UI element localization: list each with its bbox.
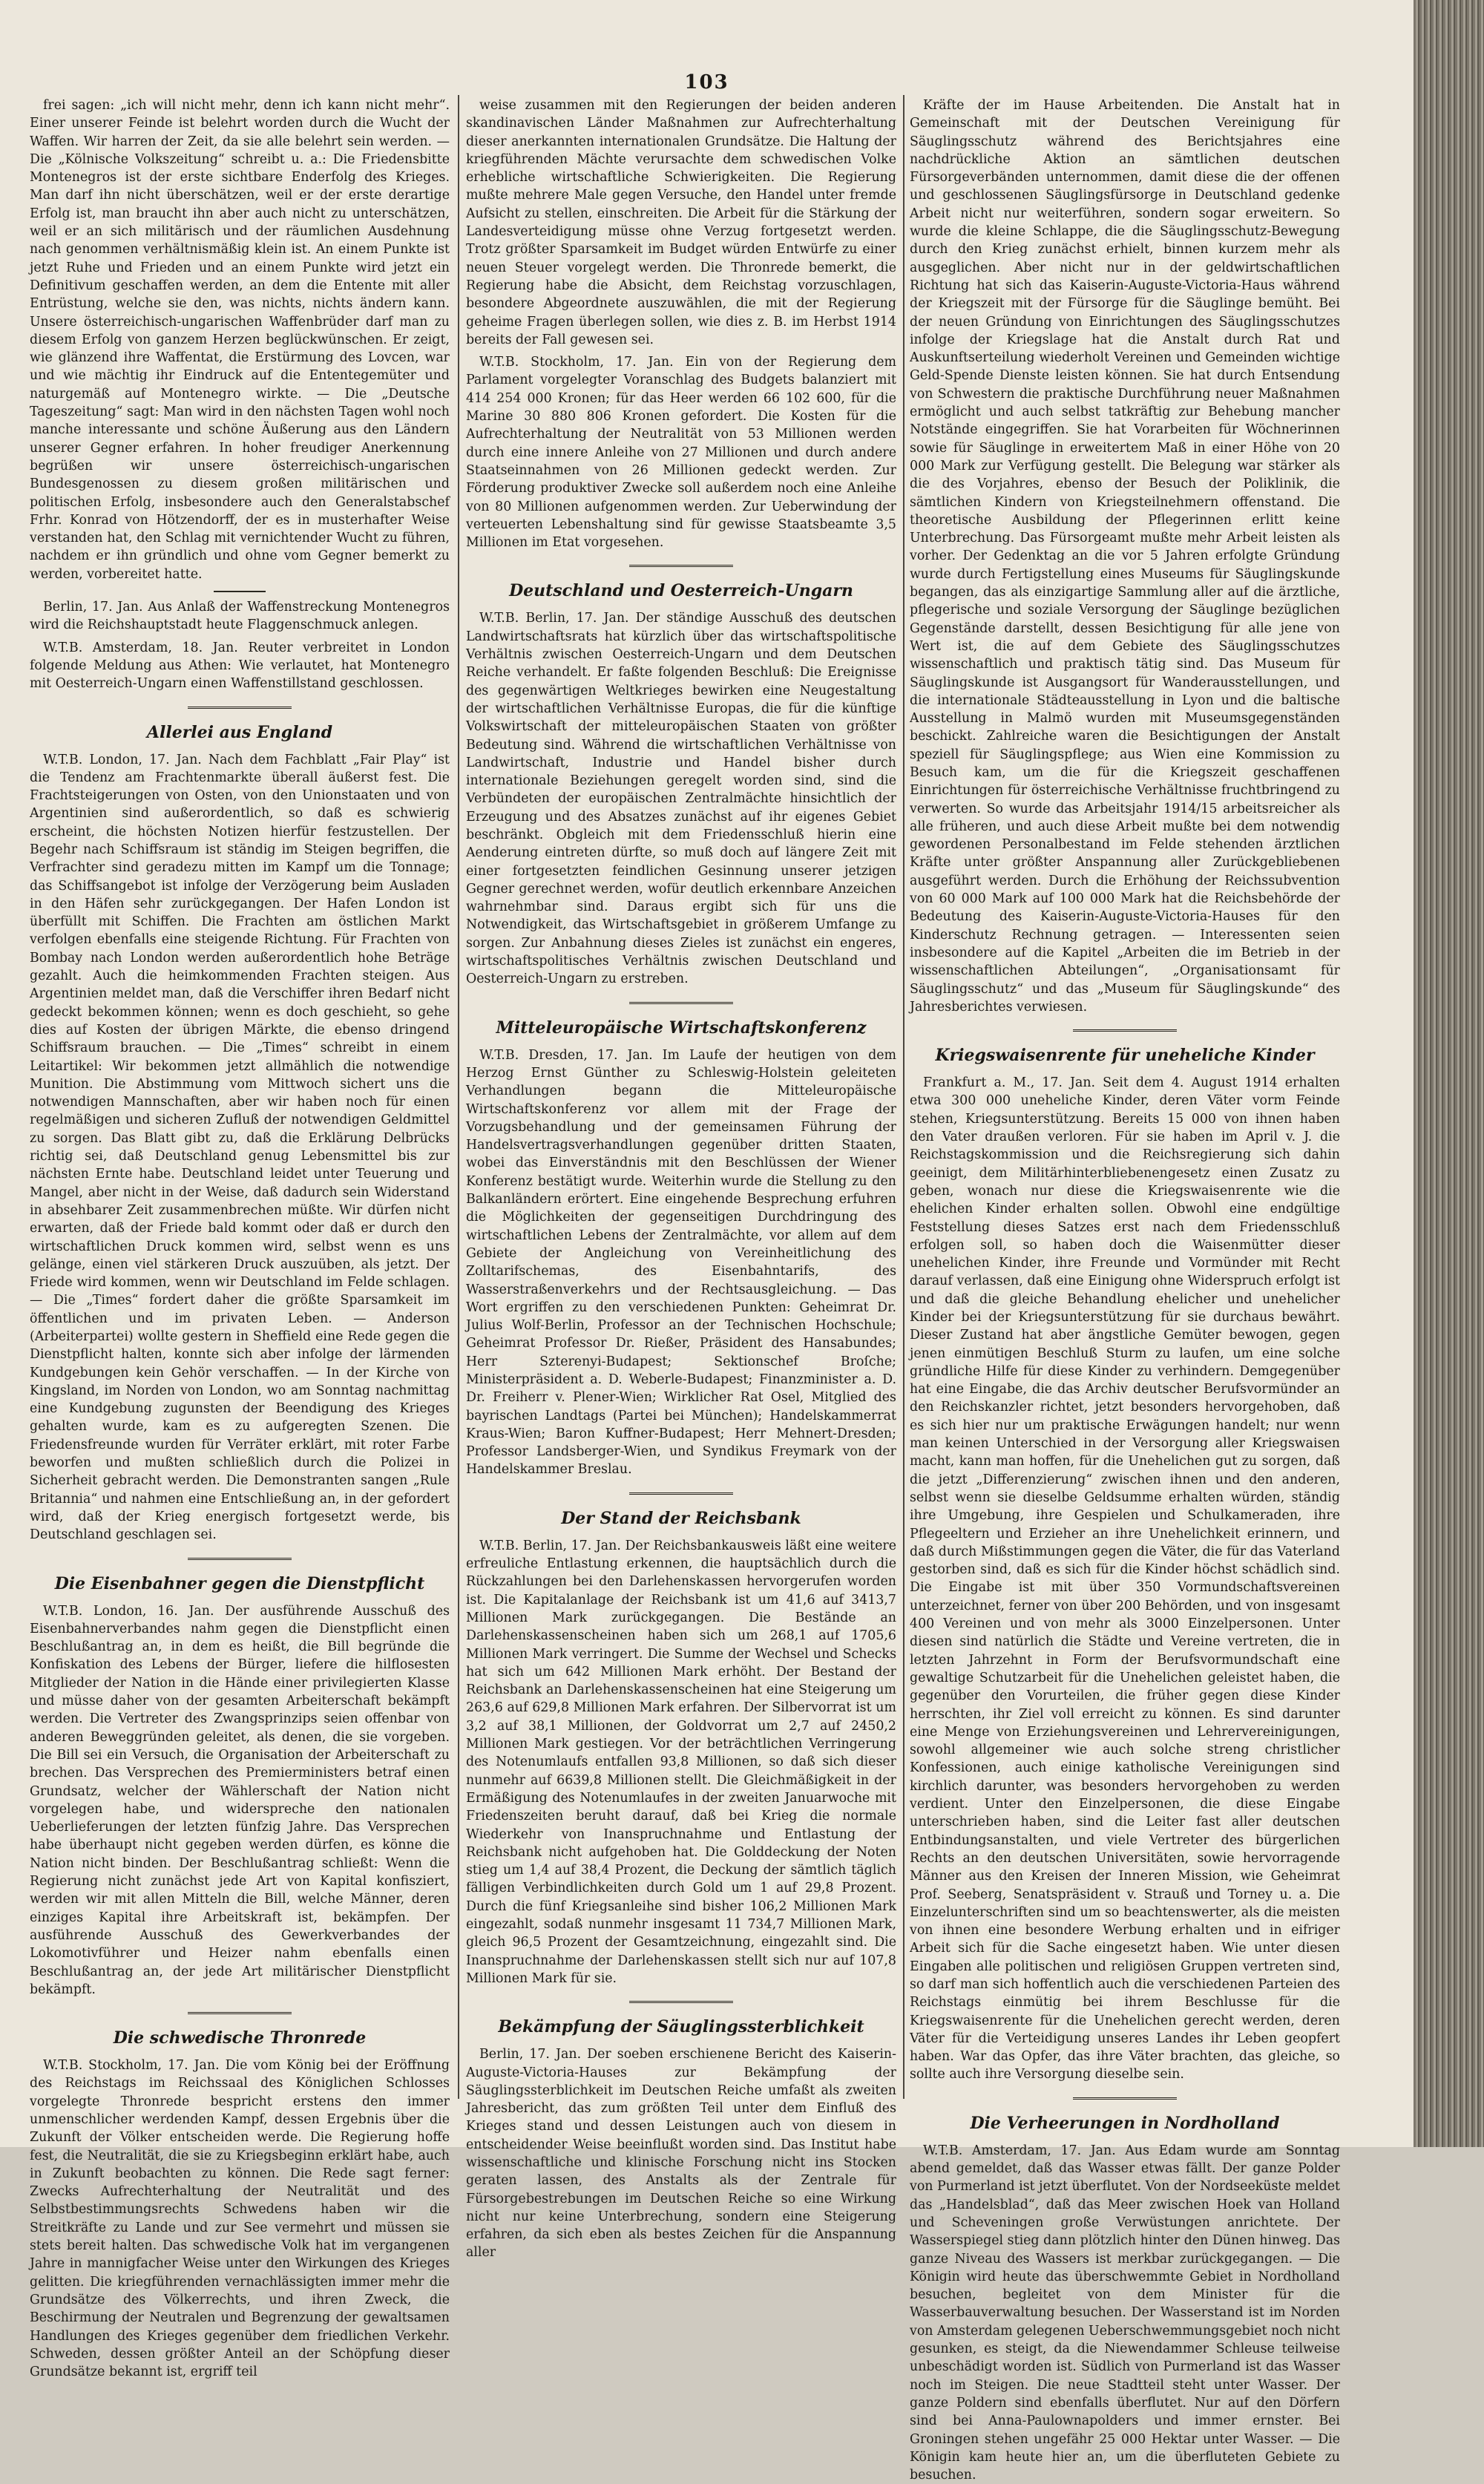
article-paragraph: W.T.B. Stockholm, 17. Jan. Die vom König bei der Eröffnung des Reichstags im Reichssaal des Königlichen Schlosses vorgelegte Thronrede bespricht erstens den immer unmenschlicher werdenden Kampf, dessen Ergebnis über die Zukunft der Völker entscheiden werde. Die Regierung hoffe fest, die Neutralität, die sie zu Kriegsbeginn erklärt habe, auch in Zukunft beobachten zu können. Die Rede sagt ferner: Zwecks Aufrechterhaltung der Neutralität und des Selbstbestimmungsrechts Schwedens haben wir die Streitkräfte zu Lande und zur See vermehrt und müssen sie stets bereit halten. Das schwedische Volk hat im vergangenen Jahre in mannigfacher Weise unter den Wirkungen des Krieges gelitten. Die kriegführenden vernachlässigten immer mehr die Grundsätze des Völkerrechts, und ihren Zweck, die Beschirmung der Neutralen und Begrenzung der gewaltsamen Handlungen des Krieges gegenüber dem friedlichen Verkehr. Schweden, dessen größter Anteil an der Schöpfung dieser Grundsätze bekannt ist, ergriff teil [30,2058,450,2380]
article-paragraph: W.T.B. Berlin, 17. Jan. Der ständige Ausschuß des deutschen Landwirtschaftsrats hat kürzlich über das wirtschaftspolitische Verhältnis zwischen Oesterreich-Ungarn und dem Deutschen Reiche verhandelt. Er faßte folgenden Beschluß: Die Ereignisse des gegenwärtigen Weltkrieges bewirken eine Neugestaltung der wirtschaftlichen Verhältnisse Europas, die für die künftige Volkswirtschaft der mitteleuropäischen Staaten von größter Bedeutung sind. Während die wirtschaftlichen Verhältnisse von Landwirtschaft, Industrie und Handel bisher durch internationale Beziehungen geregelt worden sind, sind die Verbündeten der europäischen Zentralmächte hinsichtlich der Erzeugung und des Absatzes zunächst auf ihr eigenes Gebiet beschränkt. Obgleich mit dem Friedensschluß hierin eine Aenderung eintreten dürfte, so muß doch auf längere Zeit mit einer fortgesetzten feindlichen Gesinnung unserer jetzigen Gegner gerechnet werden, wofür deutlich erkennbare Anzeichen wahrnehmbar sind. Daraus ergibt sich für uns die Notwendigkeit, das Wirtschaftsgebiet in größerem Umfange zu sorgen. Zur Anbahnung dieses Zieles ist zunächst ein engeres, wirtschaftspolitisches Verhältnis zwischen Deutschland und Oesterreich-Ungarn zu erstreben. [466,611,896,987]
article-paragraph: W.T.B. Stockholm, 17. Jan. Ein von der Regierung dem Parlament vorgelegter Voranschlag des Budgets balanziert mit 414 254 000 Kronen; für das Heer werden 66 102 600, für die Marine 30 880 806 Kronen gefordert. Die Kosten für die Aufrechterhaltung der Neutralität von 53 Millionen werden durch eine innere Anleihe von 27 Millionen und durch andere Staatseinnahmen von 26 Millionen gedeckt werden. Zur Förderung produktiver Zwecke soll außerdem noch eine Anleihe von 80 Millionen aufgenommen werden. Zur Ueberwindung der verteuerten Lebenshaltung sind für gewisse Staatsbeamte 3,5 Millionen im Etat vorgesehen. [466,355,896,551]
headline: Bekämpfung der Säuglingssterblichkeit [498,2017,864,2037]
column-rule-2 [903,95,904,2099]
separator [629,1492,733,1497]
column-3 [910,96,1340,2483]
separator [188,2012,292,2016]
headline: Die Verheerungen in Nordholland [970,2113,1280,2133]
separator [1073,2097,1177,2102]
headline: Mitteleuropäische Wirtschaftskonferenz [496,1017,867,1038]
headline: Deutschland und Oesterreich-Ungarn [509,581,853,601]
headline: Die schwedische Thronrede [113,2028,367,2048]
article-paragraph: Berlin, 17. Jan. Der soeben erschienene Bericht des Kaiserin-Auguste-Victoria-Hauses zur Bekämpfung der Säuglingssterblichkeit im Deutschen Reiche umfaßt als zweiten Jahresbericht, das zum größten Teil unter dem Einfluß des Krieges stand und dessen Leistungen auch von diesem in entscheidender Weise beeinflußt worden sind. Das Institut habe wissenschaftliche und klinische Forschung nicht ins Stocken geraten lassen, des Anstalts als der Zentrale für Fürsorgebestrebungen im Deutschen Reiche so eine Wirkung nicht nur keine Unterbrechung, sondern eine Steigerung erfahren, da sich eben als bestes Zeichen für die Anspannung aller [466,2047,896,2261]
column-rule-1 [458,95,459,2099]
article-paragraph: Berlin, 17. Jan. Aus Anlaß der Waffenstreckung Montenegros wird die Reichshauptstadt heute Flaggenschmuck anlegen. [30,600,450,633]
article-paragraph: W.T.B. Amsterdam, 17. Jan. Aus Edam wurde am Sonntag abend gemeldet, daß das Wasser etwas fällt. Der ganze Polder von Purmerland ist jetzt überflutet. Von der Nordseeküste meldet das „Handelsblad“, daß das Meer zwischen Hoek van Holland und Scheveningen große Verwüstungen anrichtete. Der Wasserspiegel stieg dann plötzlich hinter den Dünen hinweg. Das ganze Niveau des Wassers ist merkbar zurückgegangen. — Die Königin wird heute das überschwemmte Gebiet in Nordholland besuchen, begleitet von dem Minister für die Wasserbauverwaltung besuchen. Der Wasserstand ist im Norden von Amsterdam gelegenen Ueberschwemmungsgebiet noch nicht gesunken, es steigt, da die Niewendammer Schleuse teilweise unbeschädigt worden ist. Südlich von Purmerland ist das Wasser noch im Steigen. Die neue Stadtteil steht unter Wasser. Der ganze Poldern sind ebenfalls überflutet. Nur auf den Dörfern sind bei Anna-Paulownapolders und immer ernster. Bei Groningen stehen ungefähr 25 000 Hektar unter Wasser. — Die Königin kam heute hier an, um die überfluteten Gebiete zu besuchen. [910,2143,1340,2483]
separator [629,2001,733,2005]
separator [188,707,292,711]
separator [214,591,266,592]
article-paragraph: W.T.B. Amsterdam, 18. Jan. Reuter verbreitet in London folgende Meldung aus Athen: Wie verlautet, hat Montenegro mit Oesterreich-Ungarn einen Waffenstillstand geschlossen. [30,640,450,692]
headline: Kriegswaisenrente für uneheliche Kinder [935,1046,1315,1066]
column-2 [466,96,896,2261]
article-paragraph: W.T.B. Berlin, 17. Jan. Der Reichsbankausweis läßt eine weitere erfreuliche Entlastung erkennen, die hauptsächlich durch die Rückzahlungen bei den Darlehenskassen hervorgerufen worden ist. Die Kapitalanlage der Reichsbank ist um 41,6 auf 3413,7 Millionen Mark zurückgegangen. Die Bestände an Darlehenskassenscheinen haben sich um 268,1 auf 1705,6 Millionen Mark verringert. Die Summe der Wechsel und Schecks hat sich um 642 Millionen Mark erhöht. Der Bestand der Reichsbank an Darlehenskassenscheinen hat eine Steigerung um 263,6 auf 629,8 Millionen Mark erfahren. Der Silbervorrat ist um 3,2 auf 38,1 Millionen, der Goldvorrat um 2,7 auf 2450,2 Millionen Mark gestiegen. Vor der beträchtlichen Verringerung des Notenumlaufs entfallen 93,8 Millionen, so daß sich dieser nunmehr auf 6639,8 Millionen stellt. Die Gleichmäßigkeit in der Ermäßigung des Notenumlaufes in der zweiten Januarwoche mit Friedenszeiten beruht darauf, daß bei Krieg die normale Wiederkehr von Inanspruchnahme und Entlastung der Reichsbank nicht aufgehoben hat. Die Golddeckung der Noten stieg um 1,4 auf 38,4 Prozent, die Deckung der sämtlich täglich fälligen Verbindlichkeiten durch Gold um 1 auf 29,8 Prozent. Durch die fünf Kriegsanleihe sind bisher 106,2 Millionen Mark eingezahlt, sodaß nunmehr insgesamt 11 734,7 Millionen Mark, gleich 96,5 Prozent der Gesamtzeichnung, eingezahlt sind. Die Inanspruchnahme der Darlehenskassen stellt sich nur auf 107,8 Millionen Mark für sie. [466,1538,896,1986]
article-paragraph: Kräfte der im Hause Arbeitenden. Die Anstalt hat in Gemeinschaft mit der Deutschen Vereinigung für Säuglingsschutz während des Berichtsjahres eine nachdrückliche Aktion an sämtlichen deutschen Fürsorgeverbänden unternommen, damit diese die der offenen und geschlossenen Säuglingsfürsorge in Deutschland gedenke Arbeit nicht nur weiterführen, sondern sogar erweitern. So wurde die kleine Schlappe, die die Säuglingsschutz-Bewegung durch den Krieg zunächst erhielt, binnen kurzem mehr als ausgeglichen. Aber nicht nur in der geldwirtschaftlichen Richtung hat sich das Kaiserin-Auguste-Victoria-Haus während der Kriegszeit mit der Fürsorge für die Säuglinge bemüht. Bei der neuen Gründung von Einrichtungen des Säuglingsschutzes infolge der Kriegslage hat die Anstalt durch Rat und Auskunftserteilung wiederholt Vereinen und Gemeinden wichtige Geld-Spende Dienste leisten können. Sie hat durch Entsendung von Schwestern die praktische Durchführung neuer Maßnahmen ermöglicht und auch selbst tatkräftig zur Behebung mancher Notstände eingegriffen. Sie hat Vorarbeiten für Wöchnerinnen sowie für Säuglinge in erweitertem Maß in einer Höhe von 20 000 Mark zur Verfügung gestellt. Die Belegung war stärker als die des Vorjahres, ebenso der Besuch der Poliklinik, die sämtlichen Kindern von Kriegsteilnehmern offenstand. Die theoretische Ausbildung der Pflegerinnen erlitt keine Unterbrechung. Das Fürsorgeamt mußte mehr Arbeit leisten als vorher. Der Gedenktag an die vor 5 Jahren erfolgte Gründung wurde durch Fertigstellung eines Museums für Säuglingskunde begangen, das als einzigartige Sammlung aller auf die ärztliche, pflegerische und soziale Versorgung der Säuglinge bezüglichen Gegenstände darstellt, dessen Besichtigung für alle jene von Wert ist, die auf dem Gebiete des Säuglingsschutzes wissenschaftlich und praktisch tätig sind. Das Museum für Säuglingskunde ist Ausgangsort für Wanderausstellungen, und die internationale Städteausstellung in Lyon und die baltische Ausstellung in Malmö wurden mit Museumsgegenständen beschickt. Zahlreiche waren die Besichtigungen der Anstalt speziell für Säuglingspflege; aus Wien eine Kommission zu Besuch kam, um die für die Kriegszeit geschaffenen Einrichtungen für österreichische Verhältnisse fruchtbringend zu verwerten. So wurde das Arbeitsjahr 1914/15 arbeitsreicher als alle früheren, und auch diese Arbeit mußte bei dem notwendig gewordenen Personalbestand im Felde stehenden ärztlichen Kräfte unter größter Anspannung aller Zurückgebliebenen ausgeführt werden. Durch die Erhöhung der Reichssubvention von 60 000 Mark auf 100 000 Mark hat die Reichsbehörde der Bedeutung des Kaiserin-Auguste-Victoria-Hauses für den Kinderschutz Rechnung getragen. — Interessenten seien insbesondere auf die Kapitel „Arbeiten die im Betrieb in der wissenschaftlichen Abteilungen“, „Organisationsamt für Säuglingsschutz“ und das „Museum für Säuglingskunde“ des Jahresberichtes verwiesen. [910,98,1340,1015]
headline: Die Eisenbahner gegen die Dienstpflicht [54,1573,425,1593]
article-paragraph: W.T.B. London, 17. Jan. Nach dem Fachblatt „Fair Play“ ist die Tendenz am Frachtenmarkte überall äußerst fest. Die Frachtsteigerungen von Osten, von den Unionstaaten und von Argentinien sind außerordentlich, so daß es schwierig erscheint, die höchsten Notizen hierfür festzustellen. Der Begehr nach Schiffsraum ist ständig im Steigen begriffen, die Verfrachter sind geradezu mitten im Kampf um die Tonnage; das Schiffsangebot ist infolge der Verzögerung beim Ausladen in den Häfen sehr zurückgegangen. Der Hafen London ist überfüllt mit Schiffen. Die Frachten am östlichen Markt verfolgen ebenfalls eine steigende Richtung. Für Frachten von Bombay nach London werden außerordentlich hohe Beträge gezahlt. Auch die heimkommenden Frachten steigen. Aus Argentinien meldet man, daß die Verschiffer ihren Bedarf nicht gedeckt bekommen können; wenn es doch geschieht, so gehe dies auf Kosten der übrigen Märkte, die ebenso dringend Schiffsraum brauchen. — Die „Times“ schreibt in einem Leitartikel: Wir bekommen jetzt allmählich die notwendige Munition. Die Abstimmung vom Mittwoch sichert uns die notwendigen Mannschaften, aber wir haben noch für einen regelmäßigen und sicheren Zufluß der notwendigen Geldmittel zu sorgen. Das Blatt gibt zu, daß die Erklärung Delbrücks richtig sei, daß Deutschland genug Lebensmittel bis zur nächsten Ernte habe. Deutschland leidet unter Teuerung und Mangel, aber nicht in der Weise, daß dadurch sein Widerstand in absehbarer Zeit zusammenbrechen müßte. Wir dürfen nicht erwarten, daß der Friede bald kommt oder daß er durch den wirtschaftlichen Druck kommen wird, selbst wenn es uns gelänge, einen viel stärkeren Druck auszuüben, als jetzt. Der Friede wird kommen, wenn wir Deutschland im Felde schlagen. — Die „Times“ fordert daher die größte Sparsamkeit im öffentlichen und im privaten Leben. — Anderson (Arbeiterpartei) wollte gestern in Sheffield eine Rede gegen die Dienstpflicht halten, konnte sich aber infolge der lärmenden Kundgebungen kein Gehör verschaffen. — In der Kirche von Kingsland, im Norden von London, wo am Sonntag nachmittag eine Kundgebung zugunsten der Beendigung des Krieges gehalten wurde, kam es zu aufgeregten Szenen. Die Friedensfreunde wurden für Verräter erklärt, mit roter Farbe beworfen und mußten schließlich durch die Polizei in Sicherheit gebracht werden. Die Demonstranten sangen „Rule Britannia“ und nahmen eine Entschließung an, in der gefordert wird, daß der Krieg energisch fortgesetzt werde, bis Deutschland geschlagen sei. [30,752,450,1543]
article-paragraph: W.T.B. Dresden, 17. Jan. Im Laufe der heutigen von dem Herzog Ernst Günther zu Schleswig-Holstein geleiteten Verhandlungen begann die Mitteleuropäische Wirtschaftskonferenz vor allem mit der Frage der Vorzugsbehandlung und der gemeinsamen Führung der Handelsvertragsverhandlungen gegenüber dritten Staaten, wobei das Einverständnis mit den Beschlüssen der Wiener Konferenz bestätigt wurde. Weiterhin wurde die Stellung zu den Balkanländern erörtert. Eine eingehende Besprechung erfuhren die Möglichkeiten der gegenseitigen Durchdringung des wirtschaftlichen Lebens der Zentralmächte, vor allem auf dem Gebiete der Angleichung von Vereinheitlichung des Zolltarifschemas, des Eisenbahntarifs, des Wasserstraßenverkehrs und der Rechtsausgleichung. — Das Wort ergriffen zu den verschiedenen Punkten: Geheimrat Dr. Julius Wolf-Berlin, Professor an der Technischen Hochschule; Geheimrat Professor Dr. Rießer, Präsident des Hansabundes; Herr Szterenyi-Budapest; Sektionschef Broſche; Ministerpräsident a. D. Weberle-Budapest; Finanzminister a. D. Dr. Freiherr v. Plener-Wien; Wirklicher Rat Osel, Mitglied des bayrischen Landtags (Partei bei München); Handelskammerrat Kraus-Wien; Baron Kuffner-Budapest; Herr Mehnert-Dresden; Professor Landsberger-Wien, und Syndikus Freymark von der Handelskammer Breslau. [466,1047,896,1478]
page-number: 103 [684,71,729,94]
separator [1073,1029,1177,1034]
headline: Allerlei aus England [146,722,333,742]
separator [629,565,733,569]
column-1 [30,96,450,2380]
separator [188,1558,292,1562]
article-paragraph: Frankfurt a. M., 17. Jan. Seit dem 4. August 1914 erhalten etwa 300 000 uneheliche Kinder, deren Väter vorm Feinde stehen, Kriegsunterstützung. Bereits 15 000 von ihnen haben den Vater draußen verloren. Für sie haben im April v. J. die Reichstagskommission und die Reichsregierung sich dahin geeinigt, dem Militärhinterbliebenengesetz einen Zusatz zu geben, wonach nur diese die Kriegswaisenrente wie die ehelichen Kinder erhalten sollen. Obwohl eine endgültige Feststellung dieses Satzes erst nach dem Friedensschluß erfolgen soll, so haben doch die Waisenmütter dieser unehelichen Kinder, ihre Freunde und Vormünder mit Recht darauf verlassen, daß eine Einigung ohne Widerspruch erfolgt ist und daß die gleiche Behandlung ehelicher und unehelicher Kinder bei der Kriegsunterstützung für sie durchaus bewährt. Dieser Zustand hat aber ängstliche Gemüter bewogen, gegen jenen einmütigen Beschluß Sturm zu laufen, um eine solche gründliche Hilfe für diese Kinder zu verhindern. Demgegenüber hat eine Eingabe, die das Archiv deutscher Berufsvormünder an den Reichskanzler richtet, jetzt besonders hervorgehoben, daß es sich hier nur um praktische Erwägungen handelt; nur wenn man keinen Unterschied in der Versorgung aller Kriegswaisen macht, kann man hoffen, für die Unehelichen gut zu sorgen, daß die jetzt „Differenzierung“ zwischen ihnen und den anderen, selbst wenn sie dieselbe Geldsumme erhalten würden, ständig ihre Umgebung, ihre Gespielen und Schulkameraden, ihre Pflegeeltern und Erzieher an ihre Unehelichkeit erinnern, und daß durch Mißstimmungen gegen die Väter, die für das Vaterland gestorben sind, daß es sich für die Kinder höchst schädlich sind. Die Eingabe ist mit über 350 Vormundschaftsvereinen unterzeichnet, ferner von über 200 Behörden, und von insgesamt 400 Vereinen und von mehr als 3000 Einzelpersonen. Unter diesen sind natürlich die Städte und Vereine vertreten, die in letzten Jahrzehnt in Form der Berufsvormundschaft eine gewaltige Schutzarbeit für die Unehelichen geleistet haben, die gegenüber den Vorurteilen, die früher gegen diese Kinder herrschten, ihr Ziel voll erreicht zu können. Es sind darunter eine Menge von Erziehungsvereinen und Lehrervereinigungen, sowohl allgemeiner wie auch solche streng christlicher Konfessionen, auch einige katholische Vereinigungen sind kirchlich darunter, was besonders hervorgehoben zu werden verdient. Unter den Einzelpersonen, die diese Eingabe unterschrieben haben, sind die Leiter fast aller deutschen Entbindungsanstalten, und viele Vertreter des bürgerlichen Rechts an den deutschen Universitäten, sowie hervorragende Männer aus den Kreisen der Inneren Mission, wie Geheimrat Prof. Seeberg, Senatspräsident v. Strauß und Torney u. a. Die Einzelunterschriften sind um so beachtenswerter, als die meisten von ihnen eine besondere Werbung erhalten und in eifriger Arbeit sich für die Sache eingesetzt haben. Wie unter diesen Eingaben alle politischen und religiösen Gruppen vertreten sind, so darf man sich hoffentlich auch die verschiedenen Parteien des Reichstags einmütig bei ihrem Beschlusse für die Kriegswaisenrente für die Unehelichen gerecht werden, deren Väter für die Verteidigung unseres Landes ihr Leben geopfert haben. War das Opfer, das ihre Väter brachten, das gleiche, so sollte auch ihre Versorgung dieselbe sein. [910,1075,1340,2082]
book-binding-edge [1414,0,1484,2147]
separator [629,1002,733,1006]
article-paragraph: frei sagen: „ich will nicht mehr, denn ich kann nicht mehr“. Einer unserer Feinde ist belehrt worden durch die Wucht der Waffen. Wir harren der Zeit, da sie alle belehrt sein werden. — Die „Kölnische Volkszeitung“ schreibt u. a.: Die Friedensbitte Montenegros ist der erste sichtbare Enderfolg des Krieges. Man darf ihn nicht überschätzen, weil er der erste derartige Erfolg ist, man braucht ihn aber auch nicht zu unterschätzen, weil er an sich militärisch und der räumlichen Ausdehnung nach genommen verhältnismäßig klein ist. An einem Punkte ist jetzt Ruhe und Frieden und an einem Punkte wird jetzt ein Definitivum geschaffen werden, an dem die Entente mit aller Entrüstung, welche sie den, was nichts, nichts ändern kann. Unsere österreichisch-ungarischen Waffenbrüder darf man zu diesem Erfolg von ganzem Herzen beglückwünschen. Er zeigt, wie glänzend ihre Waffentat, die Erstürmung des Lovcen, war und wie mächtig ihr Eindruck auf die Ententegemüter und naturgemäß auf Montenegro wirkte. — Die „Deutsche Tageszeitung“ sagt: Man wird in den nächsten Tagen wohl noch manche interessante und schöne Äußerung aus den Ländern unserer Gegner erfahren. In hoher freudiger Anerkennung begrüßen wir unsere österreichisch-ungarischen Bundesgenossen zu diesem großen militärischen und politischen Erfolg, insbesondere auch den Generalstabschef Frhr. Konrad von Hötzendorff, der es in musterhafter Weise verstanden hat, den Schlag mit vernichtender Wucht zu führen, nachdem er ihn gründlich und ohne vom Gegner bemerkt zu werden, vorbereitet hatte. [30,98,450,582]
article-paragraph: W.T.B. London, 16. Jan. Der ausführende Ausschuß des Eisenbahnerverbandes nahm gegen die Dienstpflicht einen Beschlußantrag an, in dem es heißt, die Bill begründe die Konfiskation des Lebens der Bürger, liefere die hilflosesten Mitglieder der Nation in die Hände einer privilegierten Klasse und müsse daher von der gesamten Arbeiterschaft bekämpft werden. Die Vertreter des Zwangsprinzips seien offenbar von anderen Beweggründen geleitet, als denen, die sie vorgeben. Die Bill sei ein Versuch, die Organisation der Arbeiterschaft zu brechen. Das Versprechen des Premierministers betraf einen Grundsatz, welcher der Wählerschaft der Nation nicht vorgelegen habe, und widerspreche den nationalen Ueberlieferungen der letzten fünfzig Jahre. Das Versprechen habe überhaupt nicht gegeben werden dürfen, es könne die Nation nicht binden. Der Beschlußantrag schließt: Wenn die Regierung nicht zunächst jede Art von Kapital konfisziert, werden wir mit allen Mitteln die Bill, welche Männer, deren einziges Kapital ihre Arbeitskraft ist, bekämpfen. Der ausführende Ausschuß des Gewerkverbandes der Lokomotivführer und Heizer nahm ebenfalls einen Beschlußantrag an, der jede Art militärischer Dienstpflicht bekämpft. [30,1603,450,1997]
headline: Der Stand der Reichsbank [561,1508,801,1528]
article-paragraph: weise zusammen mit den Regierungen der beiden anderen skandinavischen Länder Maßnahmen zur Aufrechterhaltung dieser anerkannten internationalen Grundsätze. Die Haltung der kriegführenden Mächte verursachte dem schwedischen Volke erhebliche wirtschaftliche Schwierigkeiten. Die Regierung mußte mehrere Male gegen Versuche, den Handel unter fremde Aufsicht zu stellen, einschreiten. Die Arbeit für die Stärkung der Landesverteidigung müsse ohne Verzug fortgesetzt werden. Trotz größter Sparsamkeit im Budget würden Entwürfe zu einer neuen Steuer vorgelegt werden. Die Thronrede bemerkt, die Regierung habe die Absicht, dem Reichstag vorzuschlagen, besondere Abgeordnete auszuwählen, die mit der Regierung geheime Fragen überlegen sollen, wie dies z. B. im Herbst 1914 bereits der Fall gewesen sei. [466,98,896,347]
